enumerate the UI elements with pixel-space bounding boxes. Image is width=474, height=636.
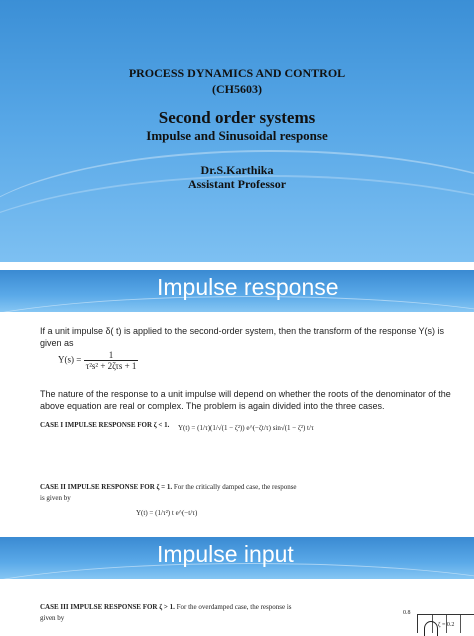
course-code: (CH5603)	[212, 82, 262, 96]
case2-text: is given by	[40, 494, 71, 502]
slide-title: Second order systems	[158, 108, 316, 127]
section-heading: Impulse response	[157, 274, 339, 300]
transfer-equation: Y(s) = $\frac{1}{\text{τ²s² + 2ζτs + 1}}$	[58, 350, 137, 371]
response-curve	[424, 621, 438, 636]
intro-paragraph: If a unit impulse δ( t) is applied to the second-order system, then the transform of the response Y(s) is given as	[40, 326, 445, 348]
case3-text: given by	[40, 614, 65, 622]
case3-label: CASE III IMPULSE RESPONSE FOR ζ > 1. For the overdamped case, the response is	[40, 603, 292, 611]
impulse-input-banner	[0, 537, 474, 579]
case2-equation: Y(t) = (1/τ²) t e^(−t/τ)	[136, 509, 198, 517]
impulse-response-banner	[0, 270, 474, 312]
slide-subtitle: Impulse and Sinusoidal response	[146, 128, 328, 143]
response-plot-thumbnail	[417, 614, 474, 633]
section-heading: Impulse input	[157, 541, 294, 567]
case2-label: CASE II IMPULSE RESPONSE FOR ζ = 1. For the critically damped case, the response	[40, 483, 297, 491]
author-role: Assistant Professor	[187, 177, 287, 191]
title-slide	[0, 0, 474, 262]
curve-label: ζ = 0.2	[438, 622, 455, 628]
plot-axis-tick: 0.8	[403, 610, 411, 616]
case1-label: CASE I IMPULSE RESPONSE FOR ζ < 1.	[40, 421, 170, 429]
nature-paragraph: The nature of the response to a unit impulse will depend on whether the roots of the denominator of the above equation are real or complex. The problem is again divided into the three cases.	[40, 389, 451, 411]
course-name: PROCESS DYNAMICS AND CONTROL	[128, 66, 346, 80]
case1-equation: Y(t) = (1/τ)(1/√(1 − ζ²)) e^(−ζt/τ) sin√(1 − ζ²) t/τ	[178, 424, 314, 432]
author-name: Dr.S.Karthika	[200, 163, 274, 177]
